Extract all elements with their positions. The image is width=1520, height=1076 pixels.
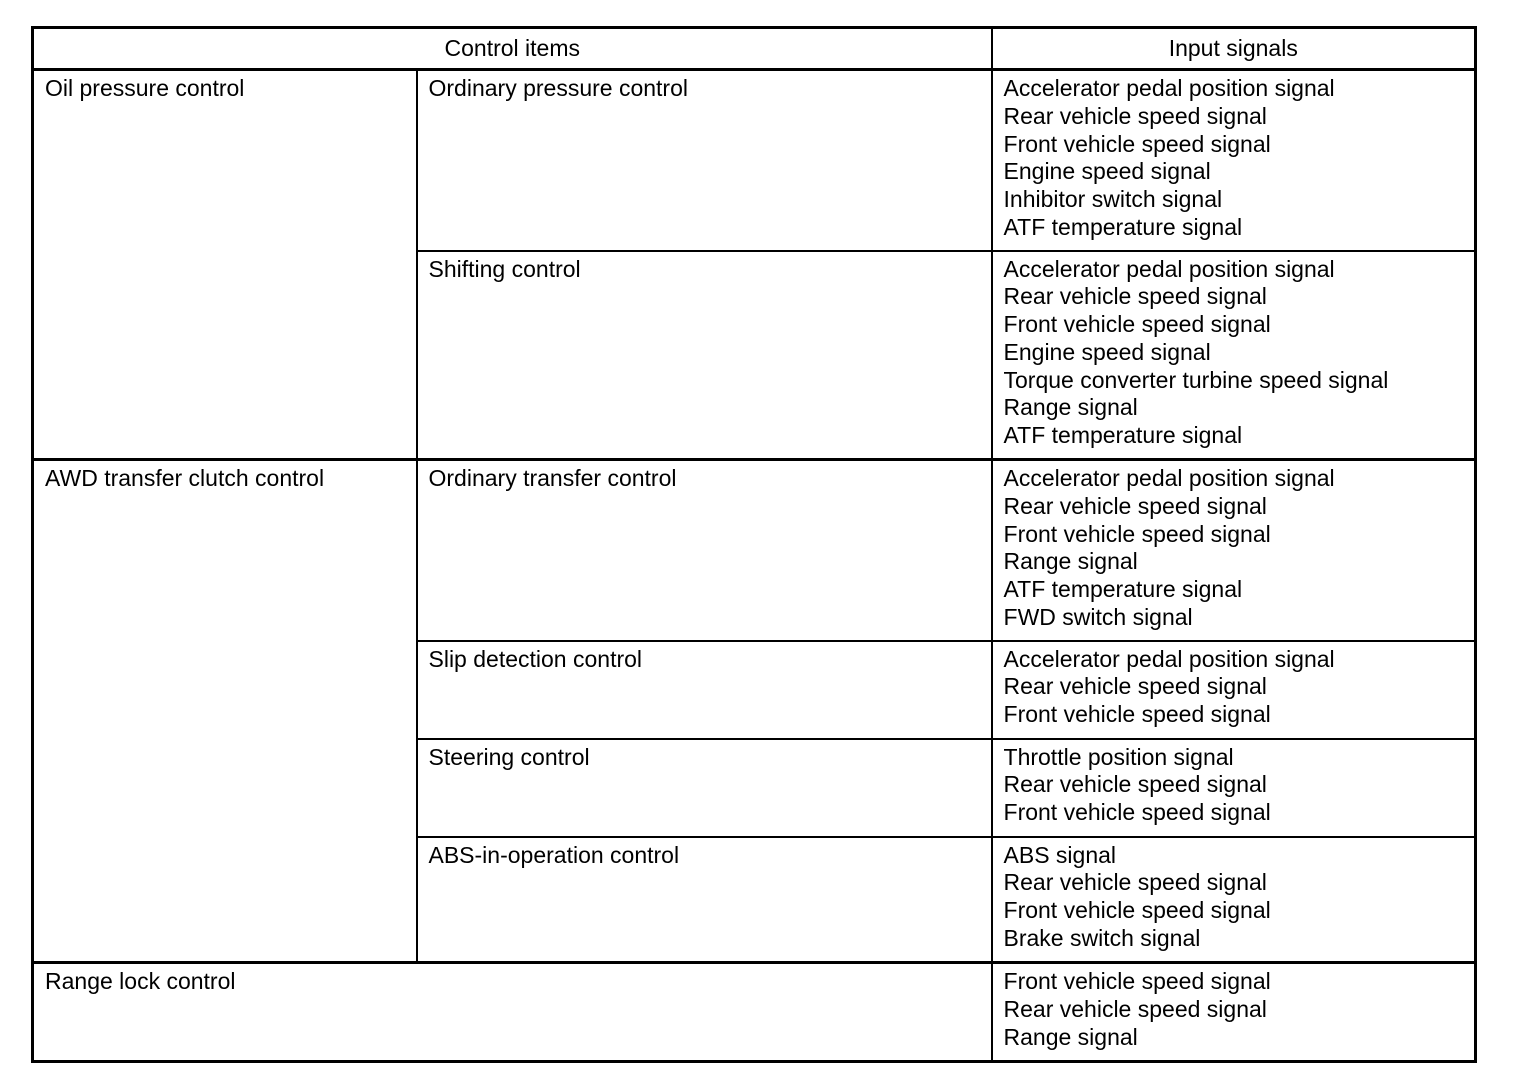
group-label-awd-transfer-clutch-control: AWD transfer clutch control — [33, 460, 417, 963]
signal-line: ATF temperature signal — [1003, 576, 1243, 603]
signal-line: ABS signal — [1003, 841, 1117, 868]
signal-line: Rear vehicle speed signal — [1003, 771, 1267, 798]
input-signals-cell — [992, 739, 1476, 837]
signal-line: ATF temperature signal — [1003, 213, 1243, 240]
control-signals-table — [31, 26, 1477, 1063]
signal-line: Throttle position signal — [1003, 743, 1234, 770]
table-row — [33, 70, 1476, 251]
signal-line: Range signal — [1003, 548, 1138, 575]
control-item-ordinary-pressure: Ordinary pressure control — [417, 70, 992, 251]
input-signals-cell — [992, 70, 1476, 251]
table-header-row — [33, 28, 1476, 70]
group-label-oil-pressure-control: Oil pressure control — [33, 70, 417, 460]
signal-line: Rear vehicle speed signal — [1003, 283, 1267, 310]
signal-line: Front vehicle speed signal — [1003, 311, 1271, 338]
signal-line: FWD switch signal — [1003, 603, 1193, 630]
table-row — [33, 963, 1476, 1062]
input-signals-cell — [992, 837, 1476, 963]
header-input-signals: Input signals — [992, 28, 1476, 70]
signal-line: Rear vehicle speed signal — [1003, 673, 1267, 700]
signal-line: ATF temperature signal — [1003, 422, 1243, 449]
signal-line: Front vehicle speed signal — [1003, 799, 1271, 826]
signal-line: Accelerator pedal position signal — [1003, 255, 1335, 282]
signal-line: Front vehicle speed signal — [1003, 897, 1271, 924]
control-item-steering: Steering control — [417, 739, 992, 837]
signal-line: Inhibitor switch signal — [1003, 186, 1223, 213]
input-signals-cell — [992, 460, 1476, 641]
signal-line: Front vehicle speed signal — [1003, 130, 1271, 157]
signal-line: Rear vehicle speed signal — [1003, 995, 1267, 1022]
signal-line: Accelerator pedal position signal — [1003, 465, 1335, 491]
signal-line: Range signal — [1003, 394, 1138, 421]
control-item-slip-detection: Slip detection control — [417, 641, 992, 739]
control-item-abs-in-operation: ABS-in-operation control — [417, 837, 992, 963]
signal-line: Torque converter turbine speed signal — [1003, 366, 1389, 393]
input-signals-cell — [992, 963, 1476, 1062]
signal-line: Accelerator pedal position signal — [1003, 645, 1335, 672]
signal-line: Engine speed signal — [1003, 338, 1211, 365]
signal-line: Front vehicle speed signal — [1003, 701, 1271, 728]
control-item-ordinary-transfer: Ordinary transfer control — [417, 460, 992, 641]
signal-line: Rear vehicle speed signal — [1003, 492, 1267, 519]
signal-line: Brake switch signal — [1003, 924, 1201, 951]
table-row — [33, 460, 1476, 641]
signal-line: Accelerator pedal position signal — [1003, 75, 1335, 101]
signal-line: Engine speed signal — [1003, 158, 1211, 185]
input-signals-cell — [992, 251, 1476, 460]
signal-line: Front vehicle speed signal — [1003, 520, 1271, 547]
signal-line: Rear vehicle speed signal — [1003, 869, 1267, 896]
input-signals-cell — [992, 641, 1476, 739]
signal-line: Range signal — [1003, 1023, 1138, 1050]
control-item-shifting: Shifting control — [417, 251, 992, 460]
signal-line: Front vehicle speed signal — [1003, 968, 1271, 994]
group-label-range-lock-control: Range lock control — [33, 963, 992, 1062]
signal-line: Rear vehicle speed signal — [1003, 102, 1267, 129]
header-control-items: Control items — [33, 28, 992, 70]
